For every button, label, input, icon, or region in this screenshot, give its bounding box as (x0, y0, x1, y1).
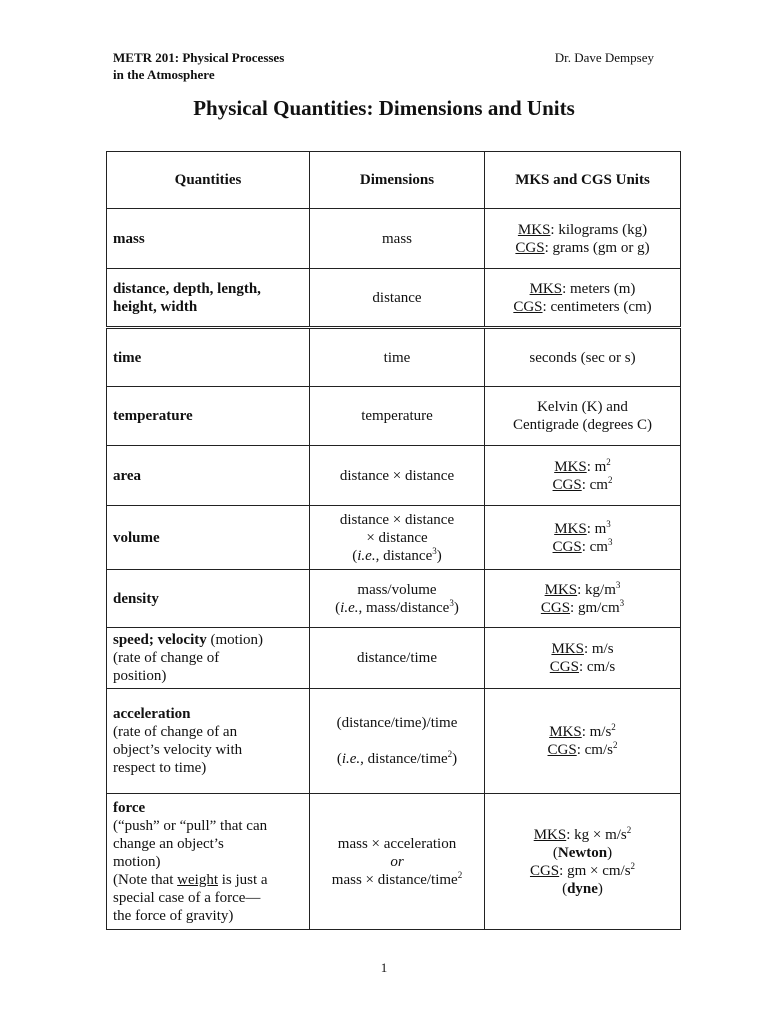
description-line: object’s velocity with (113, 742, 243, 758)
dimension-line: mass/volume (357, 581, 437, 598)
note-line: special case of a force— (113, 889, 261, 906)
units-volume (485, 506, 681, 570)
ie-text: i.e. (357, 547, 376, 564)
note-line: the force of gravity) (113, 907, 234, 924)
description-line: (“push” or “pull” that can (113, 817, 268, 834)
dimension-or: or (390, 853, 404, 870)
units-density (485, 570, 681, 628)
table-row (107, 506, 681, 570)
cgs-value: : cm/s (578, 659, 616, 675)
quantity-name: acceleration (113, 706, 191, 722)
ie-text: i.e. (340, 599, 359, 616)
mks-value: : meters (m) (562, 280, 636, 297)
quantity-name: force (113, 799, 146, 816)
quantities-table (106, 151, 681, 930)
units-temperature (485, 387, 681, 446)
dimension-ie-line (316, 599, 478, 617)
dimension-temperature: temperature (310, 387, 485, 446)
exponent: 2 (606, 456, 611, 467)
mks-label: MKS (551, 641, 584, 657)
mks-value: : m (586, 520, 607, 537)
table-row (107, 269, 681, 328)
quantity-area: area (107, 446, 310, 506)
dimension-ie-line (316, 750, 478, 768)
table-header-row (107, 152, 681, 209)
quantity-distance (107, 269, 310, 328)
note-weight: weight (177, 871, 218, 888)
paren: ( (335, 599, 341, 616)
quantity-line: distance, depth, length, (113, 280, 261, 297)
cgs-value: : cm (581, 476, 608, 493)
exponent: 2 (447, 749, 453, 759)
dimension-line: × distance (366, 529, 428, 546)
note-line (113, 871, 303, 889)
cgs-label: CGS (547, 742, 577, 758)
table-row (107, 570, 681, 628)
cgs-value: : gm/cm (570, 599, 620, 616)
mks-label: MKS (554, 520, 587, 537)
units-mass (485, 209, 681, 269)
exponent: 2 (611, 722, 616, 732)
exponent: 3 (615, 579, 621, 590)
exponent: 3 (606, 518, 611, 529)
table-row (107, 628, 681, 689)
header-units: MKS and CGS Units (485, 152, 681, 209)
mks-label: MKS (529, 280, 563, 297)
cgs-value: : centimeters (cm) (542, 298, 652, 315)
quantity-line: height, width (113, 298, 198, 315)
units-time: seconds (sec or s) (485, 328, 681, 387)
dimension-density (310, 570, 485, 628)
mks-value: : kg/m (577, 581, 616, 598)
paren: ( (562, 880, 568, 897)
paren: ) (453, 599, 459, 616)
dimension-text: , mass/distance (358, 599, 450, 616)
mks-value: : kilograms (kg) (550, 221, 648, 238)
dimension-force (310, 794, 485, 930)
cgs-value: : grams (gm or g) (544, 239, 650, 256)
mks-label: MKS (544, 581, 578, 598)
table-row (107, 794, 681, 930)
exponent: 3 (607, 536, 613, 547)
table-row (107, 209, 681, 269)
cgs-label: CGS (549, 659, 579, 675)
dimension-mass: mass (310, 209, 485, 269)
paren: ( (552, 844, 558, 861)
cgs-label: CGS (540, 599, 571, 616)
mks-value: : m (586, 458, 607, 475)
units-force (485, 794, 681, 930)
header-quantities: Quantities (107, 152, 310, 209)
cgs-label: CGS (552, 538, 582, 555)
description-line: (rate of change of an (113, 724, 238, 740)
cgs-value: : cm (581, 538, 608, 555)
dimension-time: time (310, 328, 485, 387)
cgs-label: CGS (515, 239, 545, 256)
table-row (107, 328, 681, 387)
description-line: change an object’s (113, 835, 224, 852)
cgs-label: CGS (529, 862, 560, 879)
units-acceleration (485, 689, 681, 794)
paren: ( (336, 751, 342, 767)
paren: ) (452, 751, 458, 767)
table-row (107, 387, 681, 446)
dimension-volume (310, 506, 485, 570)
course-title-line1: METR 201: Physical Processes (113, 50, 285, 65)
quantity-speed (107, 628, 310, 689)
paren: ( (352, 547, 358, 564)
units-distance (485, 269, 681, 328)
quantity-time: time (107, 328, 310, 387)
dimension-line: (distance/time)/time (336, 715, 458, 731)
quantity-temperature: temperature (107, 387, 310, 446)
cgs-label: CGS (513, 298, 543, 315)
table-row (107, 446, 681, 506)
dimension-area: distance × distance (310, 446, 485, 506)
quantity-name: speed; velocity (113, 632, 207, 648)
ie-text: i.e. (341, 751, 361, 767)
dimension-line: distance × distance (339, 511, 455, 528)
description-line: position) (113, 668, 167, 684)
exponent: 3 (619, 597, 625, 608)
mks-value: : kg × m/s (566, 826, 627, 843)
paren: ) (597, 880, 603, 897)
dimension-speed: distance/time (310, 628, 485, 689)
units-line: Kelvin (K) and (537, 399, 628, 415)
paren: ) (436, 547, 442, 564)
quantity-force (107, 794, 310, 930)
exponent: 2 (607, 474, 613, 485)
units-speed (485, 628, 681, 689)
description-line: motion) (113, 853, 161, 870)
page-number: 1 (380, 960, 388, 975)
mks-value: : m/s (581, 724, 612, 740)
dimension-line: mass × acceleration (337, 835, 457, 852)
description-line: respect to time) (113, 760, 207, 776)
cgs-label: CGS (552, 476, 582, 493)
unit-dyne: dyne (567, 880, 598, 897)
paren: ) (607, 844, 613, 861)
quantity-note: (motion) (206, 632, 263, 648)
cgs-value: : cm/s (576, 742, 613, 758)
quantity-mass: mass (107, 209, 310, 269)
mks-label: MKS (554, 458, 587, 475)
dimension-line: mass × distance/time (331, 871, 458, 888)
course-title-line2: in the Atmosphere (113, 67, 215, 82)
note-text: is just a (217, 871, 268, 888)
units-area (485, 446, 681, 506)
exponent: 2 (626, 824, 632, 835)
mks-value: : m/s (583, 641, 614, 657)
mks-label: MKS (549, 724, 582, 740)
mks-label: MKS (533, 826, 567, 843)
exponent: 3 (449, 597, 454, 608)
cgs-value: : gm × cm/s (559, 862, 631, 879)
author-name: Dr. Dave Dempsey (554, 50, 654, 65)
exponent: 2 (630, 860, 636, 871)
exponent: 3 (432, 545, 437, 556)
note-text: (Note that (113, 871, 178, 888)
page-title: Physical Quantities: Dimensions and Units (193, 96, 575, 120)
exponent: 2 (612, 740, 618, 750)
table-row (107, 689, 681, 794)
dimension-text: , distance/time (360, 751, 448, 767)
mks-label: MKS (517, 221, 551, 238)
dimension-ie-line (316, 547, 478, 565)
dimension-distance: distance (310, 269, 485, 328)
dimension-acceleration (310, 689, 485, 794)
course-header (113, 49, 284, 83)
dimension-text: , distance (375, 547, 433, 564)
unit-newton: Newton (557, 844, 608, 861)
quantity-volume: volume (107, 506, 310, 570)
quantity-acceleration (107, 689, 310, 794)
description-line: (rate of change of (113, 650, 220, 666)
units-line: Centigrade (degrees C) (512, 417, 653, 433)
quantity-density: density (107, 570, 310, 628)
exponent: 2 (457, 869, 463, 880)
header-dimensions: Dimensions (310, 152, 485, 209)
